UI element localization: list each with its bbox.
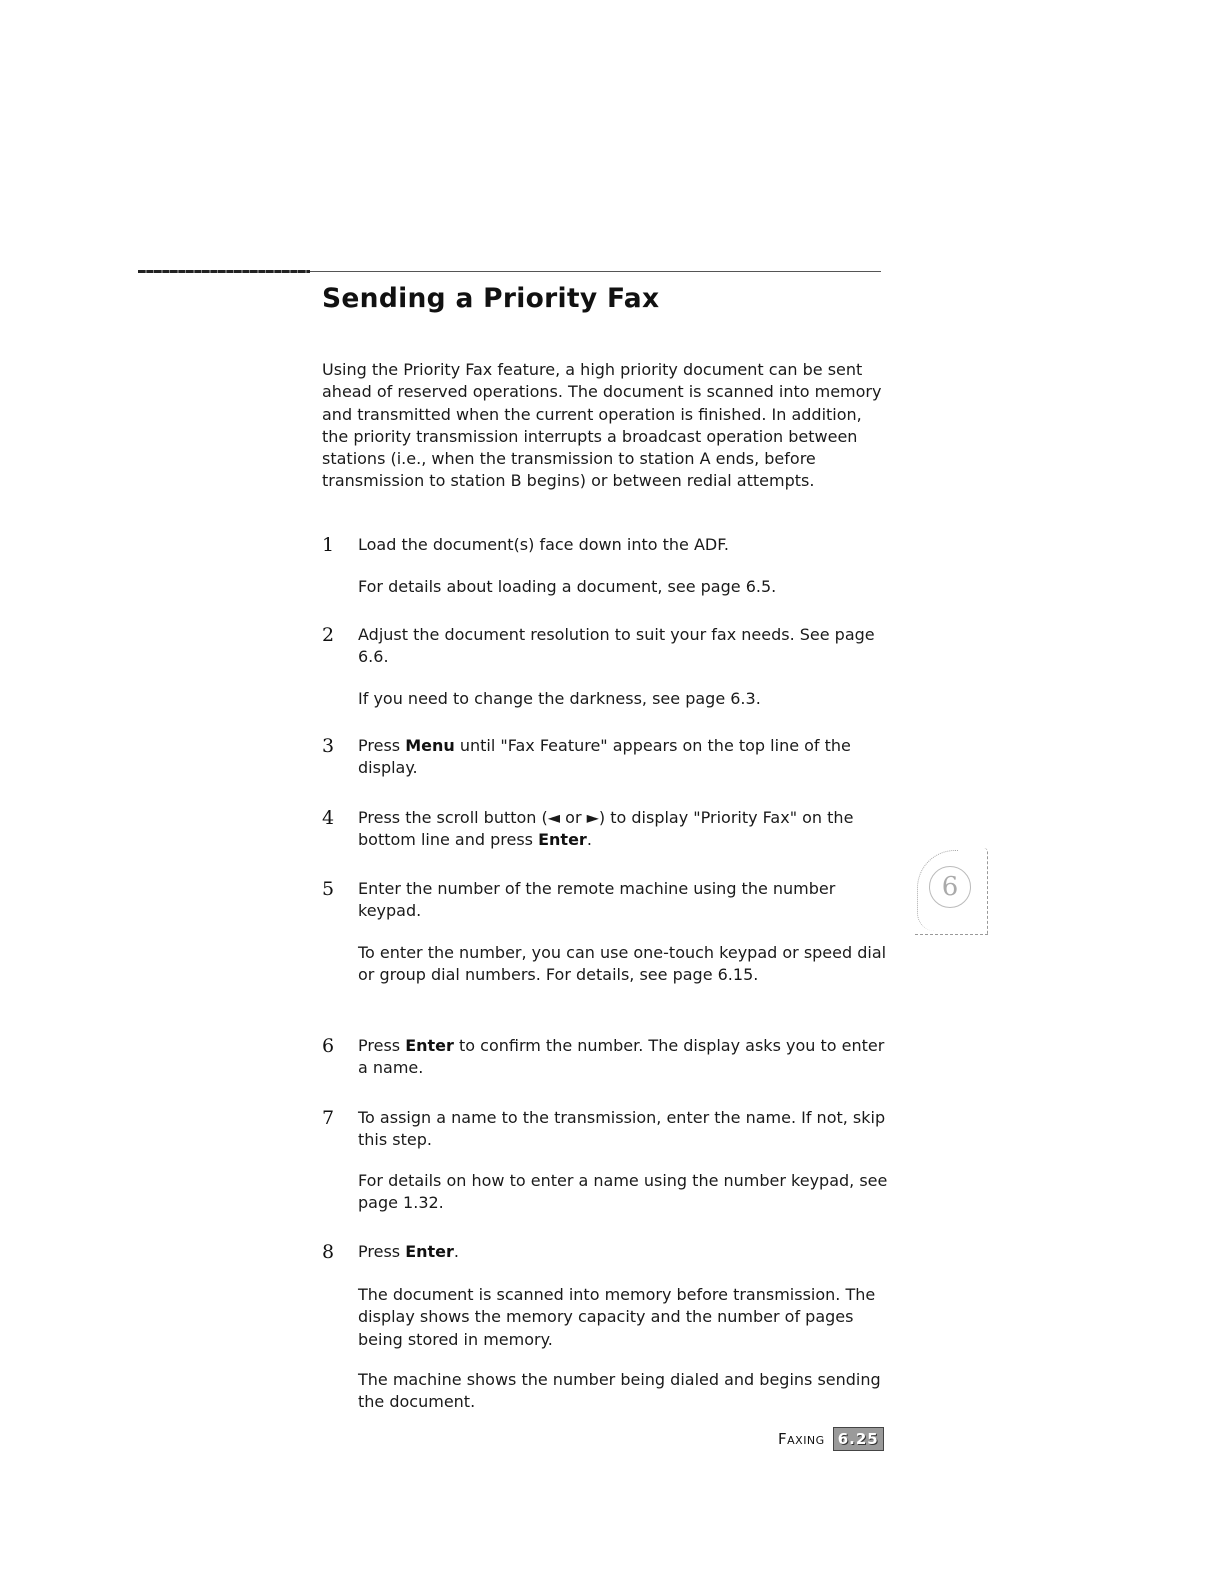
step-text	[358, 1241, 887, 1263]
step-text-pre: Press	[358, 736, 406, 755]
step-5-note: To enter the number, you can use one-touch keypad or speed dial or group dial numbers. For details, see page 6.15.	[358, 943, 887, 985]
step-number: 5	[322, 878, 335, 900]
intro-paragraph: Using the Priority Fax feature, a high priority document can be sent ahead of reserved operations. The document is scanned into memory and transmitted when the current operation is finished. In addition, the priority transmission interrupts a broadcast operation between stations (i.e., when the transmission to station A ends, before transmission to station B begins) or between redial attempts.	[322, 360, 882, 491]
step-8-note-2: The machine shows the number being dialed and begins sending the document.	[358, 1370, 881, 1412]
enter-key-label: Enter	[538, 830, 587, 850]
header-rule	[310, 271, 881, 272]
step-text	[358, 807, 887, 852]
menu-key-label: Menu	[405, 736, 455, 755]
step-8-note: The document is scanned into memory before transmission. The display shows the memory capacity and the number of pages being stored in memory.	[358, 1285, 876, 1349]
step-1-note: For details about loading a document, see page 6.5.	[358, 577, 777, 596]
chapter-tab	[915, 848, 988, 935]
step-text	[358, 1035, 887, 1080]
step-text-pre: Press	[358, 1242, 406, 1261]
step-number: 2	[322, 624, 335, 646]
step-text: Enter the number of the remote machine using the number keypad.	[358, 879, 836, 921]
step-2-note: If you need to change the darkness, see page 6.3.	[358, 689, 761, 708]
step-text-post: .	[453, 1242, 460, 1261]
step-text-post: until "Fax Feature" appears on the top line of the display.	[358, 736, 851, 778]
step-number: 6	[322, 1035, 335, 1057]
step-7-note: For details on how to enter a name using the number keypad, see page 1.32.	[358, 1171, 888, 1213]
step-number: 1	[322, 534, 335, 556]
page-footer	[778, 1427, 884, 1451]
step-text: Load the document(s) face down into the ADF.	[358, 535, 729, 554]
step-text	[358, 735, 887, 780]
page-title: Sending a Priority Fax	[322, 283, 660, 314]
enter-key-label: Enter	[405, 1242, 454, 1261]
step-text-post: .	[586, 830, 592, 850]
step-number: 7	[322, 1107, 335, 1129]
header-rule-accent	[138, 270, 310, 273]
footer-section: Faxing	[778, 1430, 825, 1448]
step-number: 8	[322, 1241, 335, 1263]
step-text: Adjust the document resolution to suit your fax needs. See page 6.6.	[358, 625, 875, 667]
step-number: 4	[322, 807, 335, 829]
step-text: To assign a name to the transmission, enter the name. If not, skip this step.	[358, 1108, 886, 1150]
step-text-post: to confirm the number. The display asks you to enter a name.	[358, 1036, 885, 1078]
enter-key-label: Enter	[405, 1036, 454, 1055]
step-number: 3	[322, 735, 335, 757]
step-text-pre: Press the scroll button (◄ or ►) to display "Priority Fax" on the bottom line and press	[358, 808, 854, 850]
step-text-pre: Press	[358, 1036, 406, 1055]
chapter-number: 6	[929, 866, 971, 908]
page-number: 6.25	[833, 1427, 884, 1451]
